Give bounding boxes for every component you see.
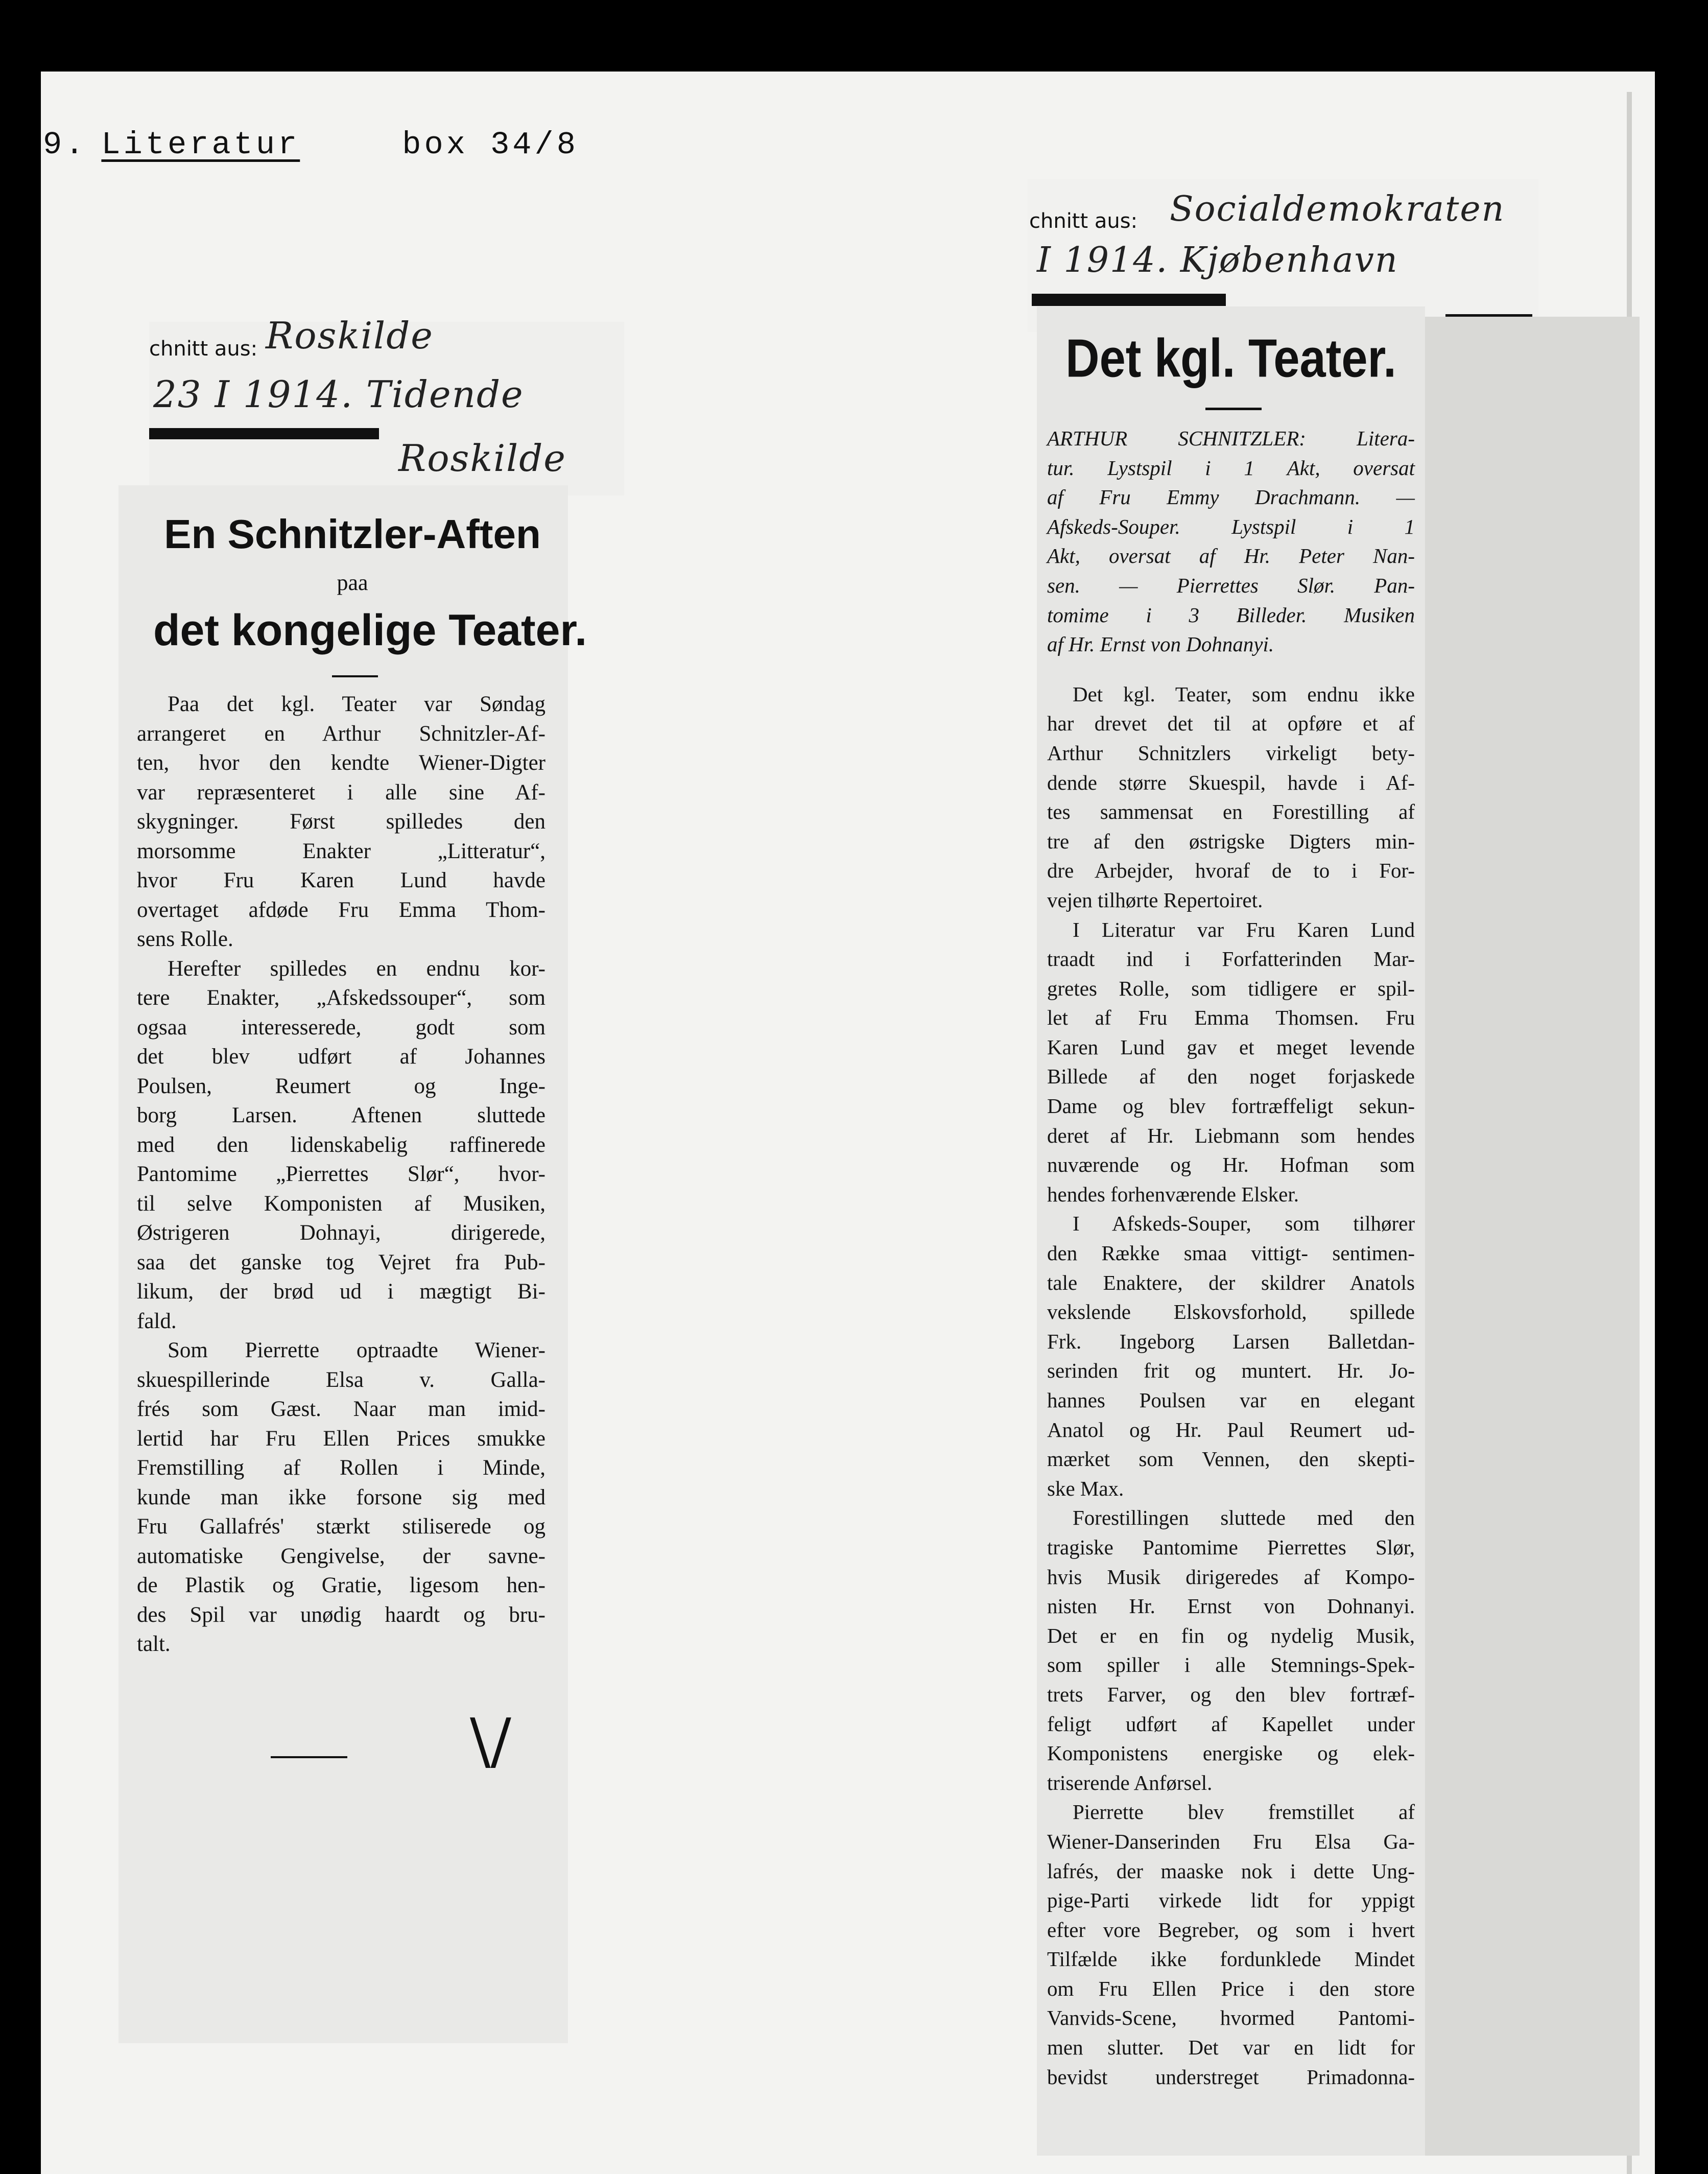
article-line: hendes forhenværende Elsker. — [1047, 1182, 1299, 1206]
article-line: Herefter spilledes en endnu kor- — [168, 956, 545, 981]
article-line: fald. — [137, 1309, 177, 1333]
lead-line: tomime i 3 Billeder. Musiken — [1047, 603, 1415, 627]
article-line: Forestillingen sluttede med den — [1073, 1506, 1415, 1530]
article-line: Wiener-Danserinden Fru Elsa Ga- — [1047, 1829, 1415, 1853]
article-line: som spiller i alle Stemnings-Spek- — [1047, 1653, 1415, 1677]
lead-line: af Fru Emmy Drachmann. — — [1047, 485, 1415, 509]
article-line: talt. — [137, 1632, 171, 1656]
article-line: lertid har Fru Ellen Prices smukke — [137, 1426, 545, 1451]
right-source-label: chnitt aus: — [1029, 209, 1138, 233]
right-date-handwritten: I 1914. Kjøbenhavn — [1037, 240, 1398, 280]
lead-line: tur. Lystspil i 1 Akt, oversat — [1047, 456, 1415, 480]
article-line: ogsaa interesserede, godt som — [137, 1015, 545, 1039]
header-category: Literatur — [101, 127, 300, 163]
article-line: til selve Komponisten af Musiken, — [137, 1191, 545, 1216]
left-article-body — [137, 690, 545, 1659]
article-line: tre af den østrigske Digters min- — [1047, 829, 1415, 853]
article-line: Fremstilling af Rollen i Minde, — [137, 1456, 545, 1480]
article-line: Som Pierrette optraadte Wiener- — [168, 1338, 545, 1362]
article-line: tes sammensat en Forestilling af — [1047, 800, 1415, 824]
header-number: 9. — [43, 127, 87, 163]
article-line: deret af Hr. Liebmann som hendes — [1047, 1123, 1415, 1147]
article-line: vekslende Elskovsforhold, spillede — [1047, 1300, 1415, 1324]
article-line: traadt ind i Forfatterinden Mar- — [1047, 947, 1415, 971]
article-line: skuespillerinde Elsa v. Galla- — [137, 1367, 545, 1392]
right-article-body — [1047, 424, 1415, 2092]
article-line: efter vore Begreber, og som i hvert — [1047, 1918, 1415, 1942]
article-line: Tilfælde ikke fordunklede Mindet — [1047, 1947, 1415, 1971]
article-line: nisten Hr. Ernst von Dohnanyi. — [1047, 1594, 1415, 1618]
article-line: gretes Rolle, som tidligere er spil- — [1047, 976, 1415, 1000]
article-line: arrangeret en Arthur Schnitzler-Af- — [137, 721, 545, 746]
left-source-handwritten: Roskilde — [266, 314, 434, 357]
right-headline-rule — [1205, 408, 1262, 410]
article-line: ske Max. — [1047, 1476, 1124, 1500]
lead-line: Afskeds-Souper. Lystspil i 1 — [1047, 514, 1415, 538]
right-headline: Det kgl. Teater. — [1065, 328, 1396, 389]
article-line: hvis Musik dirigeredes af Kompo- — [1047, 1565, 1415, 1589]
article-line: Det kgl. Teater, som endnu ikke — [1073, 682, 1415, 706]
article-line: vejen tilhørte Repertoiret. — [1047, 888, 1263, 912]
article-line: var repræsenteret i alle sine Af- — [137, 780, 545, 805]
right-source-underbar — [1032, 294, 1226, 306]
archive-header — [43, 127, 579, 163]
left-source-label: chnitt aus: — [149, 337, 258, 361]
header-box: box 34/8 — [402, 127, 579, 163]
article-line: Anatol og Hr. Paul Reumert ud- — [1047, 1417, 1415, 1442]
article-line: Pierrette blev fremstillet af — [1073, 1800, 1415, 1824]
article-line: overtaget afdøde Fru Emma Thom- — [137, 897, 545, 922]
article-line: med den lidenskabelig raffinerede — [137, 1132, 545, 1157]
article-line: bevidst understreget Primadonna- — [1047, 2065, 1415, 2089]
left-headline-paa: paa — [337, 570, 368, 595]
article-line: Frk. Ingeborg Larsen Balletdan- — [1047, 1329, 1415, 1353]
article-line: des Spil var unødig haardt og bru- — [137, 1602, 545, 1627]
article-line: sens Rolle. — [137, 927, 233, 951]
article-line: lafrés, der maaske nok i dette Ung- — [1047, 1859, 1415, 1883]
article-line: Fru Gallafrés' stærkt stiliserede og — [137, 1515, 545, 1539]
article-line: triserende Anførsel. — [1047, 1770, 1213, 1794]
article-line: mærket som Vennen, den skepti- — [1047, 1447, 1415, 1471]
article-line: har drevet det til at opføre et af — [1047, 712, 1415, 736]
article-line: likum, der brød ud i mægtigt Bi- — [137, 1280, 545, 1304]
article-line: det blev udført af Johannes — [137, 1045, 545, 1069]
article-line: borg Larsen. Aftenen sluttede — [137, 1103, 545, 1127]
article-line: pige-Parti virkede lidt for yppigt — [1047, 1888, 1415, 1912]
right-shadow-strip — [1425, 317, 1640, 2156]
article-line: Dame og blev fortræffeligt sekun- — [1047, 1094, 1415, 1118]
article-line: Komponistens energiske og elek- — [1047, 1741, 1415, 1765]
article-line: hannes Poulsen var en elegant — [1047, 1388, 1415, 1412]
article-line: de Plastik og Gratie, ligesom hen- — [137, 1573, 545, 1597]
left-headline-rule — [332, 675, 378, 677]
right-source-handwritten: Socialdemokraten — [1170, 189, 1505, 229]
left-place-handwritten: Roskilde — [398, 437, 566, 480]
article-line: feligt udført af Kapellet under — [1047, 1712, 1415, 1736]
article-line: let af Fru Emma Thomsen. Fru — [1047, 1006, 1415, 1030]
article-line: tragiske Pantomime Pierrettes Slør, — [1047, 1535, 1415, 1559]
article-line: Østrigeren Dohnayi, dirigerede, — [137, 1221, 545, 1245]
article-line: tale Enaktere, der skildrer Anatols — [1047, 1270, 1415, 1294]
lead-line: sen. — Pierrettes Slør. Pan- — [1047, 573, 1415, 597]
left-source-underbar — [149, 428, 379, 439]
left-end-rule — [271, 1756, 347, 1758]
lead-line: ARTHUR SCHNITZLER: Litera- — [1047, 427, 1415, 450]
article-line: men slutter. Det var en lidt for — [1047, 2036, 1415, 2060]
article-line: Karen Lund gav et meget levende — [1047, 1035, 1415, 1059]
article-line: nuværende og Hr. Hofman som — [1047, 1153, 1415, 1177]
right-lead — [1047, 424, 1415, 659]
article-line: dre Arbejder, hvoraf de to i For- — [1047, 859, 1415, 883]
article-line: kunde man ikke forsone sig med — [137, 1485, 545, 1509]
article-line: I Afskeds-Souper, som tilhører — [1073, 1212, 1415, 1236]
article-line: I Literatur var Fru Karen Lund — [1073, 917, 1415, 941]
article-line: frés som Gæst. Naar man imid- — [137, 1397, 545, 1421]
article-line: morsomme Enakter „Litteratur“, — [137, 839, 545, 863]
article-line: Arthur Schnitzlers virkeligt bety- — [1047, 741, 1415, 765]
article-line: om Fru Ellen Price i den store — [1047, 1976, 1415, 2000]
article-line: saa det ganske tog Vejret fra Pub- — [137, 1250, 545, 1274]
article-line: hvor Fru Karen Lund havde — [137, 868, 545, 892]
left-date-handwritten: 23 I 1914. Tidende — [153, 373, 524, 416]
left-pencil-mark: \/ — [470, 1706, 511, 1777]
article-line: Poulsen, Reumert og Inge- — [137, 1074, 545, 1098]
article-line: den Række smaa vittigt- sentimen- — [1047, 1241, 1415, 1265]
article-line: Vanvids-Scene, hvormed Pantomi- — [1047, 2006, 1415, 2030]
left-headline-2: det kongelige Teater. — [153, 606, 587, 655]
article-line: skygninger. Først spilledes den — [137, 810, 545, 834]
article-line: automatiske Gengivelse, der savne- — [137, 1544, 545, 1568]
article-line: Billede af den noget forjaskede — [1047, 1065, 1415, 1089]
lead-line: af Hr. Ernst von Dohnanyi. — [1047, 632, 1274, 656]
article-line: trets Farver, og den blev fortræf- — [1047, 1682, 1415, 1706]
article-line: Pantomime „Pierrettes Slør“, hvor- — [137, 1162, 545, 1186]
article-line: Paa det kgl. Teater var Søndag — [168, 692, 545, 716]
article-line: ten, hvor den kendte Wiener-Digter — [137, 751, 545, 775]
lead-line: Akt, oversat af Hr. Peter Nan- — [1047, 544, 1415, 568]
article-line: tere Enakter, „Afskedssouper“, som — [137, 986, 545, 1010]
article-line: serinden frit og muntert. Hr. Jo- — [1047, 1359, 1415, 1383]
article-line: dende større Skuespil, havde i Af- — [1047, 770, 1415, 794]
article-line: Det er en fin og nydelig Musik, — [1047, 1623, 1415, 1647]
left-headline-1: En Schnitzler-Aften — [164, 511, 541, 557]
